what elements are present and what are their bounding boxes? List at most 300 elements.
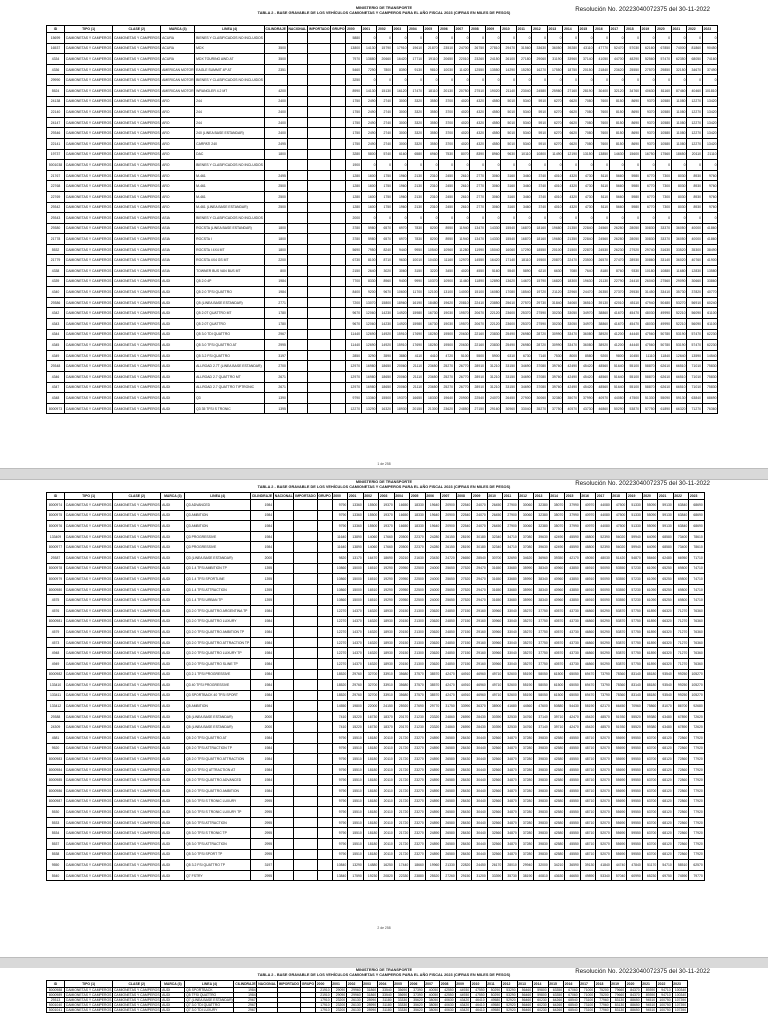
table-cell: 0 [578,213,594,224]
table-cell: 28430 [456,849,472,860]
table-cell: CAMIONETAS Y CAMPEROS [113,658,161,669]
table-cell: ROCSTA I 4X4 MT [195,244,264,255]
table-cell: 27520 [456,584,472,595]
table-cell: 37990 [565,521,581,532]
table-cell: 37080 [532,361,548,372]
table-cell [264,213,287,224]
table-cell: CAMIONETAS Y CAMPEROS [113,393,161,404]
table-cell: 33680 [503,574,519,585]
table-cell: 32560 [487,786,503,797]
table-cell: 24850 [441,637,457,648]
table-cell: 20150 [394,658,410,669]
table-cell: 39830 [534,775,550,786]
table-cell: 0 [532,160,548,171]
table-cell: 4320 [563,202,579,213]
table-cell: Q5 3.0 TFSI ATTRACTION [185,817,251,828]
table-cell: 39830 [534,754,550,765]
table-cell [317,849,332,860]
table-cell: 23650 [423,361,439,372]
table-cell: 51330 [640,393,656,404]
table-cell: 28430 [472,722,488,733]
table-cell: 11420 [454,64,470,75]
table-cell: 0 [563,213,579,224]
table-cell: 0 [656,75,672,86]
table-cell: 57470 [656,54,672,65]
table-cell: 11080 [671,117,687,128]
table-cell [287,266,308,277]
table-cell: 15510 [348,786,364,797]
table-cell: 1395 [251,584,274,595]
table-cell: 16510 [363,574,379,585]
table-cell [273,500,294,511]
table-cell: 84370 [626,993,642,998]
table-cell: ARO [161,107,195,118]
table-cell: 61090 [642,584,658,595]
table-cell: 43420 [455,1008,471,1013]
table-cell: 18520 [332,669,348,680]
table-cell: Q3 2.0 TFSI QUATTRO ARGENTINA TP [185,605,251,616]
table-cell: 21350 [563,234,579,245]
table-cell: 64090 [642,542,658,553]
table-cell: 8950 [439,234,455,245]
table-cell: 33960 [563,54,579,65]
table-cell: 39830 [534,839,550,850]
table-cell: CAMIONETAS Y CAMPEROS [113,605,161,616]
table-cell: 72860 [673,733,689,744]
table-cell: CAMIONETAS Y CAMPEROS [113,287,161,298]
table-cell: CAMIONETAS Y CAMPEROS [113,711,161,722]
table-cell: 33330 [393,1008,409,1013]
table-cell: Q3 1.4 TFSI SPORTLINE [185,574,251,585]
table-cell: 4550 [470,266,486,277]
table-cell: 42490 [549,531,565,542]
column-header: 2021 [658,493,674,500]
table-cell: 11460 [454,276,470,287]
table-cell: 33860 [702,276,718,287]
table-cell [294,860,317,871]
table-cell: Q5 3.0 TFSI S TRONIC LUXURY [185,796,251,807]
table-cell: 59550 [627,839,643,850]
table-cell: 2967 [234,1008,257,1013]
table-cell: CAMIONETAS Y CAMPEROS [113,181,161,192]
table-cell [294,807,317,818]
table-cell: 27510 [470,85,486,96]
table-cell: 61890 [642,648,658,659]
table-cell: 5900 [485,350,501,361]
table-cell: 7410 [332,711,348,722]
table-cell: 100750 [657,1003,673,1008]
table-cell: 6270 [547,107,563,118]
table-row [47,531,705,542]
table-cell: 72860 [673,796,689,807]
table-cell [264,75,287,86]
table-cell: 31190 [547,54,563,65]
table-cell: ROCSTA I [195,234,264,245]
table-cell: 19680 [547,234,563,245]
table-cell: 24720 [441,552,457,563]
table-cell: 0 [578,33,594,44]
table-cell: 40970 [580,500,596,511]
table-cell: 13880 [361,54,377,65]
table-cell: 31450 [640,287,656,298]
table-cell: 12270 [687,117,703,128]
table-cell: 72860 [673,775,689,786]
table-cell [294,839,317,850]
table-cell: 56020 [611,542,627,553]
table-cell: 74710 [689,584,705,595]
column-header: 2008 [440,981,456,988]
table-cell: 28190 [456,531,472,542]
table-cell: 63350 [548,993,564,998]
table-cell: 8030 [671,202,687,213]
table-cell: 16820 [547,276,563,287]
table-cell: 0 [532,33,548,44]
table-cell: Q5 2.0 TFSI QUATTRO ATTRACTION [185,754,251,765]
table-cell: 36370 [472,701,488,712]
table-cell: 29160 [485,403,501,414]
column-header: 2021 [641,981,657,988]
table-cell: CAMIONETAS Y CAMPEROS [113,54,161,65]
table-cell: 4336 [47,64,65,75]
table-row [47,584,705,595]
table-cell: 41200 [609,329,625,340]
table-cell: 62570 [689,860,705,871]
table-cell: CAMIONETAS Y CAMPEROS [65,563,113,574]
table-cell [287,64,308,75]
table-cell: 58510 [673,860,689,871]
table-cell: 57750 [627,637,643,648]
table-cell: 55690 [611,775,627,786]
table-cell: 44080 [609,393,625,404]
table-cell: 21130 [594,276,610,287]
table-cell [287,372,308,383]
table-row [47,563,705,574]
table-cell: 8000989 [47,993,65,998]
table-cell: 74710 [689,595,705,606]
table-cell: 94510 [641,1003,657,1008]
table-cell: 9400 [392,276,408,287]
table-cell: 49580 [486,1008,502,1013]
table-cell: 52070 [596,733,612,744]
table-cell: 57470 [687,329,703,340]
table-cell [273,775,294,786]
table-cell: CAMIONETAS Y CAMPEROS [113,319,161,330]
table-cell: 1984 [251,531,274,542]
table-cell: 0 [532,213,548,224]
table-cell: 8200 [423,234,439,245]
table-cell: CAMIONETAS Y CAMPEROS [113,266,161,277]
table-cell: 9790 [332,764,348,775]
table-cell: 3460 [516,181,532,192]
table-cell: CAMIONETAS Y CAMPEROS [113,350,161,361]
table-cell: 42580 [549,807,565,818]
table-cell: 23270 [410,849,426,860]
table-cell: 1600 [361,191,377,202]
table-cell: CAMIONETAS Y CAMPEROS [113,213,161,224]
table-cell [294,542,317,553]
table-cell: 61090 [642,574,658,585]
table-cell: 34870 [503,796,519,807]
table-cell: 0 [625,213,641,224]
table-cell: 31860 [362,993,378,998]
table-cell: 18160 [532,234,548,245]
table-cell [287,149,308,160]
column-header: NACIONAL [258,982,277,986]
table-cell: AUDI [161,627,185,638]
table-cell [308,160,331,171]
table-cell: 29386 [47,297,65,308]
table-cell: 42580 [549,849,565,860]
table-cell: 4345 [47,340,65,351]
table-cell: 68120 [658,849,674,860]
column-header: ID [47,493,65,500]
table-cell: 1395 [251,595,274,606]
table-cell: 8000975 [47,510,65,521]
table-cell: 46860 [594,403,610,414]
table-cell: 24150 [485,54,501,65]
table-cell: 28430 [456,733,472,744]
table-cell: 68690 [689,500,705,511]
table-cell: 35680 [394,669,410,680]
table-cell: 18110 [423,85,439,96]
table-cell: 17710 [408,54,424,65]
table-cell: 34870 [503,839,519,850]
table-cell: 77920 [689,839,705,850]
table-cell: CARPATI 240 [195,138,264,149]
table-cell: 20950 [394,595,410,606]
table-cell: 35070 [549,500,565,511]
ministry-heading: MINISTERIO DE TRANSPORTE [355,968,413,972]
column-header: 2014 [563,26,579,33]
table-cell: 0 [392,213,408,224]
table-cell: 63700 [642,733,658,744]
table-cell: 35620 [409,1003,425,1008]
table-cell: 4340 [47,287,65,298]
table-row [47,754,705,765]
table-cell: 24890 [425,743,441,754]
table-cell: CAMIONETAS Y CAMPEROS [65,181,113,192]
table-cell: 49710 [487,669,503,680]
column-header: 2019 [610,981,626,988]
table-cell: 5890 [516,266,532,277]
table-cell: 42170 [565,552,581,563]
column-header: 2004 [408,26,424,33]
table-cell: 55100 [625,382,641,393]
table-cell: 0 [547,33,563,44]
table-cell: 41860 [702,223,718,234]
table-cell [308,107,331,118]
table-cell [264,33,287,44]
table-cell: 2310 [423,202,439,213]
table-row [47,552,705,563]
table-cell: 29470 [472,584,488,595]
table-cell: CAMIONETAS Y CAMPEROS [113,191,161,202]
table-cell: 10110 [516,149,532,160]
table-cell: CAMIONETAS Y CAMPEROS [65,754,113,765]
table-cell: 48570 [596,722,612,733]
table-cell: 16420 [392,54,408,65]
table-cell: 66320 [658,648,674,659]
table-cell: 34970 [578,319,594,330]
table-cell: 25550 [625,64,641,75]
table-cell: 94710 [657,993,673,998]
table-cell: 8000 [563,350,579,361]
table-cell: 25520 [425,870,441,881]
table-cell: 19370 [379,500,395,511]
table-cell: 2770 [470,170,486,181]
table-cell: CAMIONETAS Y CAMPEROS [113,149,161,160]
table-cell [294,658,317,669]
table-cell: 18930 [379,616,395,627]
table-row [47,870,705,881]
table-cell: 2130 [408,191,424,202]
table-cell: 53870 [611,648,627,659]
table-cell: 46410 [471,1003,487,1008]
table-cell: 4020 [454,96,470,107]
table-cell: CAMIONETAS Y CAMPEROS [65,361,113,372]
table-cell: 19800 [348,701,364,712]
table-cell: 23270 [410,743,426,754]
table-cell: 42580 [549,764,565,775]
table-cell: 18690 [379,552,395,563]
table-cell: 35690 [393,988,409,993]
table-cell: 61890 [656,403,672,414]
table-cell: 3160 [501,191,517,202]
table-row [47,191,718,202]
table-cell [287,191,308,202]
table-cell: 4320 [563,181,579,192]
table-cell: 28190 [456,542,472,553]
table-cell: 0 [656,160,672,171]
table-cell: 5540 [47,870,65,881]
table-cell [287,340,308,351]
table-cell: 23200 [331,1003,347,1008]
table-cell: 30960 [501,403,517,414]
table-cell: 17590 [348,870,364,881]
table-header-row [47,493,705,500]
table-cell: 3250 [346,75,362,86]
table-cell: 53870 [611,605,627,616]
table-cell [287,160,308,171]
table-cell: CAMIONETAS Y CAMPEROS [113,276,161,287]
table-cell: 16650 [394,500,410,511]
table-cell: 77920 [689,775,705,786]
table-cell: CAMIONETAS Y CAMPEROS [65,393,113,404]
table-cell: 34970 [578,308,594,319]
table-cell: 24070 [472,521,488,532]
table-cell: 40970 [594,393,610,404]
table-cell: 28990 [362,998,378,1003]
table-cell: DAC [195,149,264,160]
table-cell: 36510 [578,297,594,308]
table-cell: 16190 [408,297,424,308]
table-cell: 19030 [439,308,455,319]
table-cell: 23270 [410,775,426,786]
table-cell: 19370 [379,510,395,521]
table-cell: 48710 [580,849,596,860]
table-cell: 26580 [441,849,457,860]
table-cell: 12060 [361,319,377,330]
table-cell: 40960 [549,563,565,574]
column-header: 2002 [347,981,363,988]
table-cell: 47940 [640,297,656,308]
table-cell: 19500 [439,329,455,340]
table-cell: AUDI [161,616,185,627]
table-cell: 10430 [423,255,439,266]
table-cell: 28430 [456,775,472,786]
table-cell [308,223,331,234]
table-cell: 75200 [595,988,611,993]
table-cell: 21110 [702,149,718,160]
table-cell: 20110 [379,807,395,818]
table-cell: AUDI [161,690,185,701]
table-cell: 56910 [687,297,703,308]
table-cell: 6970 [392,223,408,234]
table-cell: 29960 [347,988,363,993]
table-cell: 9790 [332,849,348,860]
table-cell: 19020 [485,85,501,96]
table-row [47,669,705,680]
column-header: 2006 [425,493,441,500]
table-cell: CAMIONETAS Y CAMPEROS [113,849,161,860]
column-header: 2012 [518,493,534,500]
table-cell: 66320 [658,605,674,616]
table-cell: 18330 [410,510,426,521]
table-cell: 101810 [702,85,718,96]
ministry-heading: MINISTERIO DE TRANSPORTE [355,480,413,484]
table-cell: 37280 [518,764,534,775]
table-cell: 49990 [656,319,672,330]
table-cell: 48710 [580,828,596,839]
table-cell: 25270 [439,382,455,393]
table-cell: 38570 [425,690,441,701]
table-cell: 84370 [626,988,642,993]
table-cell: CAMIONETAS Y CAMPEROS [65,807,113,818]
table-cell: 8150 [609,96,625,107]
table-cell: 22870 [578,244,594,255]
table-cell: 15510 [348,807,364,818]
table-cell: 32340 [487,531,503,542]
table-cell [317,711,332,722]
table-cell: 43730 [565,637,581,648]
table-cell: 2500 [264,202,287,213]
table-cell: 65230 [642,870,658,881]
table-cell: 1984 [251,733,274,744]
column-header: 2008 [470,26,486,33]
table-cell: 46960 [472,680,488,691]
table-cell: 78610 [689,531,705,542]
table-cell: 8400 [346,287,362,298]
table-cell: CAMIONETAS Y CAMPEROS [65,403,113,414]
table-cell: 27810 [485,43,501,54]
table-cell: 0 [439,213,455,224]
table-cell: 73790 [596,690,612,701]
table-cell: 42550 [440,988,456,993]
column-header: 2006 [409,981,425,988]
table-cell: 52070 [596,807,612,818]
table-cell: 1960 [392,191,408,202]
table-cell: 21500 [563,244,579,255]
table-cell: 63700 [642,807,658,818]
table-cell [294,764,317,775]
table-cell: 33050 [563,308,579,319]
table-cell: 0 [501,213,517,224]
table-cell [273,764,294,775]
table-cell: 26130 [347,1003,363,1008]
table-cell: 47500 [611,510,627,521]
table-cell: 45590 [565,542,581,553]
table-cell: 45470 [625,319,641,330]
